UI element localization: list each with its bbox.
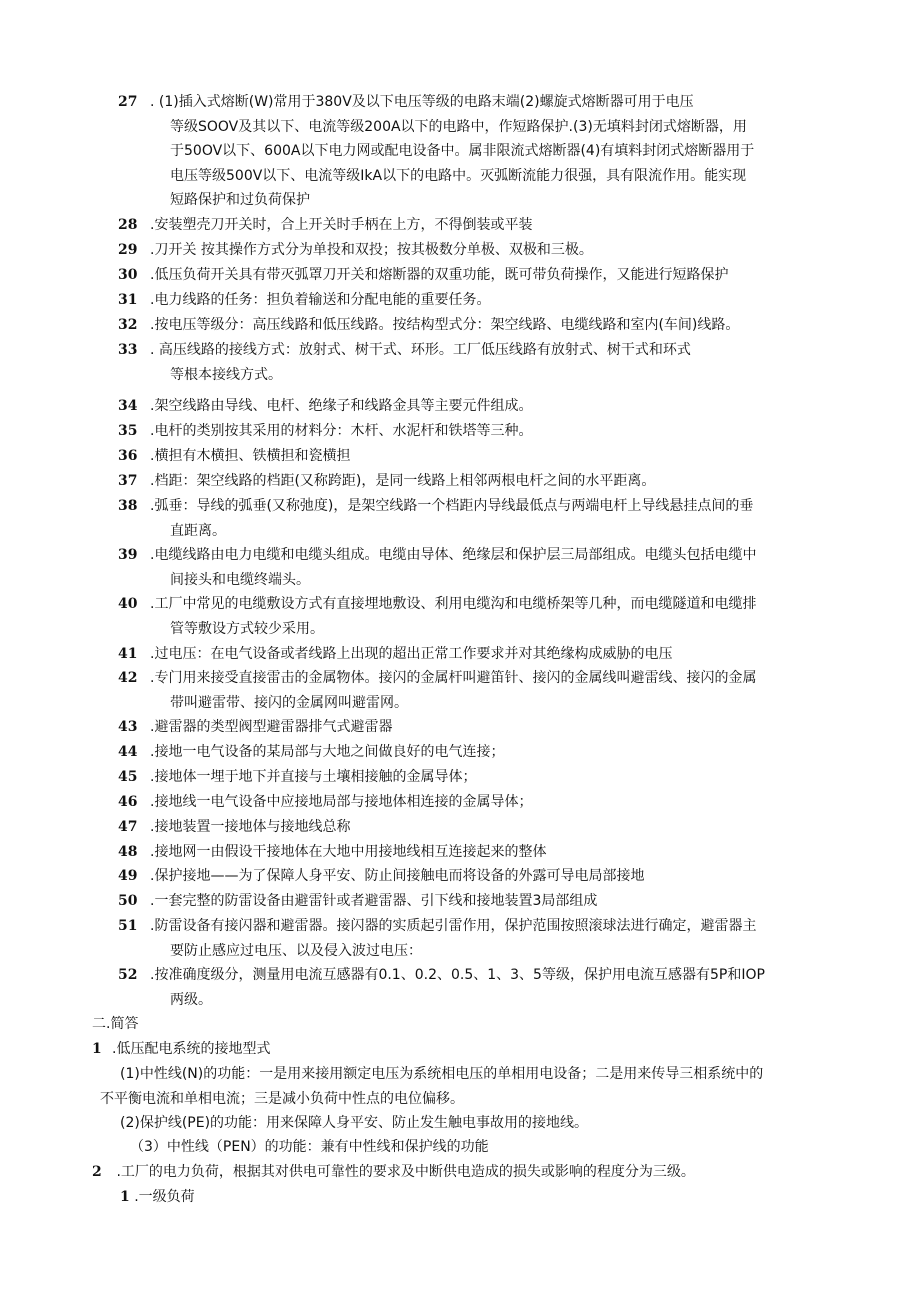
item-51 xyxy=(118,914,830,963)
item-line: .避雷器的类型阀型避雷器排气式避雷器 xyxy=(150,719,393,735)
item-line: .一套完整的防雷设备由避雷针或者避雷器、引下线和接地装置3局部组成 xyxy=(150,893,598,909)
item-line: .弧垂：导线的弧垂(又称弛度)，是架空线路一个档距内导线最低点与两端电杆上导线悬挂点间的垂 xyxy=(150,498,754,514)
item-40 xyxy=(118,592,830,641)
item-line: 于50OV以下、600A以下电力网或配电设备中。属非限流式熔断器(4)有填料封闭式熔断器用于 xyxy=(170,143,755,159)
q1-line-2: 不平衡电流和单相电流；三是减小负荷中性点的电位偏移。 xyxy=(100,1091,464,1107)
item-line: .架空线路由导线、电杆、绝缘子和线路金具等主要元件组成。 xyxy=(150,398,533,414)
item-number: 28 xyxy=(118,217,138,233)
question-text: .工厂的电力负荷，根据其对供电可靠性的要求及中断供电造成的损失或影响的程度分为三级。 xyxy=(112,1164,695,1180)
item-line: .接地网一由假设干接地体在大地中用接地线相互连接起来的整体 xyxy=(150,844,547,860)
item-number: 47 xyxy=(118,819,138,835)
item-line: .电杆的类别按其采用的材料分：木杆、水泥杆和铁塔等三种。 xyxy=(150,423,533,439)
item-number: 37 xyxy=(118,473,138,489)
item-31 xyxy=(118,288,830,313)
item-line: .按准确度级分，测量用电流互感器有0.1、0.2、0.5、1、3、5等级，保护用电流互感器有5P和IOP xyxy=(150,967,765,983)
item-line: 间接头和电缆终端头。 xyxy=(170,571,310,588)
item-line: 两级。 xyxy=(170,991,212,1008)
item-35 xyxy=(118,419,830,444)
item-32 xyxy=(118,313,830,338)
item-number: 31 xyxy=(118,292,138,308)
item-50 xyxy=(118,889,830,914)
item-number: 36 xyxy=(118,448,138,464)
item-line: .过电压：在电气设备或者线路上出现的超出正常工作要求并对其绝缘构成威胁的电压 xyxy=(150,646,673,662)
item-line: 管等敷设方式较少采用。 xyxy=(170,620,324,637)
item-line: .电缆线路由电力电缆和电缆头组成。电缆由导体、绝缘层和保护层三局部组成。电缆头包括电缆中 xyxy=(150,547,757,563)
item-line: .接地一电气设备的某局部与大地之间做良好的电气连接； xyxy=(150,744,505,760)
item-41 xyxy=(118,642,830,667)
item-number: 38 xyxy=(118,498,138,514)
item-37 xyxy=(118,469,830,494)
subitem-text: .一级负荷 xyxy=(129,1189,195,1205)
item-line: 电压等级500V以下、电流等级IkA以下的电路中。灭弧断流能力很强，具有限流作用。能实现 xyxy=(170,167,747,184)
item-number: 29 xyxy=(118,242,138,258)
item-line: .电力线路的任务：担负着输送和分配电能的重要任务。 xyxy=(150,292,491,308)
item-line: 要防止感应过电压、以及侵入波过电压： xyxy=(170,942,422,959)
item-39 xyxy=(118,543,830,592)
item-30 xyxy=(118,263,830,288)
item-line: .安装塑壳刀开关时，合上开关时手柄在上方，不得倒装或平装 xyxy=(150,217,533,233)
item-number: 48 xyxy=(118,844,138,860)
item-line: .专门用来接受直接雷击的金属物体。接闪的金属杆叫避笛针、接闪的金属线叫避雷线、接闪的金属 xyxy=(150,670,757,686)
item-43 xyxy=(118,715,830,740)
item-line: .工厂中常见的电缆敷设方式有直接埋地敷设、利用电缆沟和电缆桥架等几种，而电缆隧道和电缆排 xyxy=(150,596,757,612)
item-number: 51 xyxy=(118,918,138,934)
q1-line-3: (2)保护线(PE)的功能：用来保障人身平安、防止发生触电事故用的接地线。 xyxy=(120,1115,589,1131)
item-line: .横担有木横担、铁横担和瓷横担 xyxy=(150,448,351,464)
item-line: .刀开关 按其操作方式分为单投和双投；按其极数分单极、双极和三极。 xyxy=(150,242,593,258)
item-52 xyxy=(118,963,830,1012)
item-42 xyxy=(118,666,830,715)
item-48 xyxy=(118,840,830,865)
item-line: 等级SOOV及其以下、电流等级200A以下的电路中，作短路保护.(3)无填料封闭式熔断器，用 xyxy=(170,118,747,135)
item-44 xyxy=(118,740,830,765)
item-45 xyxy=(118,765,830,790)
item-line: .低压负荷开关具有带灭弧罩刀开关和熔断器的双重功能，既可带负荷操作，又能进行短路保护 xyxy=(150,267,729,283)
item-27 xyxy=(118,90,830,213)
item-number: 40 xyxy=(118,596,138,612)
item-29 xyxy=(118,238,830,263)
item-33 xyxy=(118,338,830,387)
item-number: 34 xyxy=(118,398,138,414)
item-number: 45 xyxy=(118,769,138,785)
question-1 xyxy=(92,1037,270,1062)
item-34 xyxy=(118,394,830,419)
item-49 xyxy=(118,864,830,889)
item-28 xyxy=(118,213,830,238)
item-line: .接地体一埋于地下并直接与土壤相接触的金属导体； xyxy=(150,769,477,785)
item-number: 43 xyxy=(118,719,138,735)
item-line: .防雷设备有接闪器和避雷器。接闪器的实质起引雷作用，保护范围按照滚球法进行确定，避雷器主 xyxy=(150,918,757,934)
item-36 xyxy=(118,444,830,469)
item-47 xyxy=(118,815,830,840)
q1-line-4: （3）中性线（PEN）的功能：兼有中性线和保护线的功能 xyxy=(130,1139,489,1155)
item-line: 短路保护和过负荷保护 xyxy=(170,192,310,208)
item-line: 直距离。 xyxy=(170,522,226,539)
item-number: 44 xyxy=(118,744,138,760)
item-line: .档距：架空线路的档距(又称跨距)，是同一线路上相邻两根电杆之间的水平距离。 xyxy=(150,473,656,489)
item-number: 42 xyxy=(118,670,138,686)
item-number: 32 xyxy=(118,317,138,333)
q1-line-1: (1)中性线(N)的功能：一是用来接用额定电压为系统相电压的单相用电设备；二是用来传导三相系统中的 xyxy=(120,1066,764,1082)
item-number: 33 xyxy=(118,342,138,358)
question-number: 1 xyxy=(92,1041,102,1057)
question-number: 2 xyxy=(92,1164,102,1180)
item-line: 带叫避雷带、接闪的金属网叫避雷网。 xyxy=(170,694,408,711)
item-number: 52 xyxy=(118,967,138,983)
question-text: .低压配电系统的接地型式 xyxy=(112,1041,271,1057)
item-line: . 高压线路的接线方式：放射式、树干式、环形。工厂低压线路有放射式、树干式和环式 xyxy=(150,342,691,358)
item-46 xyxy=(118,790,830,815)
item-number: 41 xyxy=(118,646,138,662)
item-number: 30 xyxy=(118,267,138,283)
item-number: 46 xyxy=(118,794,138,810)
question-2 xyxy=(92,1160,695,1185)
item-number: 35 xyxy=(118,423,138,439)
section-title: 二.简答 xyxy=(92,1016,139,1032)
item-line: .按电压等级分：高压线路和低压线路。按结构型式分：架空线路、电缆线路和室内(车间)线路。 xyxy=(150,317,740,333)
item-line: .接地装置一接地体与接地线总称 xyxy=(150,819,351,835)
item-38 xyxy=(118,494,830,543)
item-number: 50 xyxy=(118,893,138,909)
item-number: 49 xyxy=(118,868,138,884)
item-line: . (1)插入式熔断(W)常用于380V及以下电压等级的电路末端(2)螺旋式熔断器可用于电压 xyxy=(150,94,694,110)
item-number: 27 xyxy=(118,94,138,110)
item-line: .接地线一电气设备中应接地局部与接地体相连接的金属导体； xyxy=(150,794,533,810)
subitem-number: 1 xyxy=(120,1189,130,1205)
q2-subitem-1 xyxy=(120,1185,195,1210)
item-line: 等根本接线方式。 xyxy=(170,366,282,383)
item-number: 39 xyxy=(118,547,138,563)
item-line: .保护接地——为了保障人身平安、防止间接触电而将设备的外露可导电局部接地 xyxy=(150,868,645,884)
